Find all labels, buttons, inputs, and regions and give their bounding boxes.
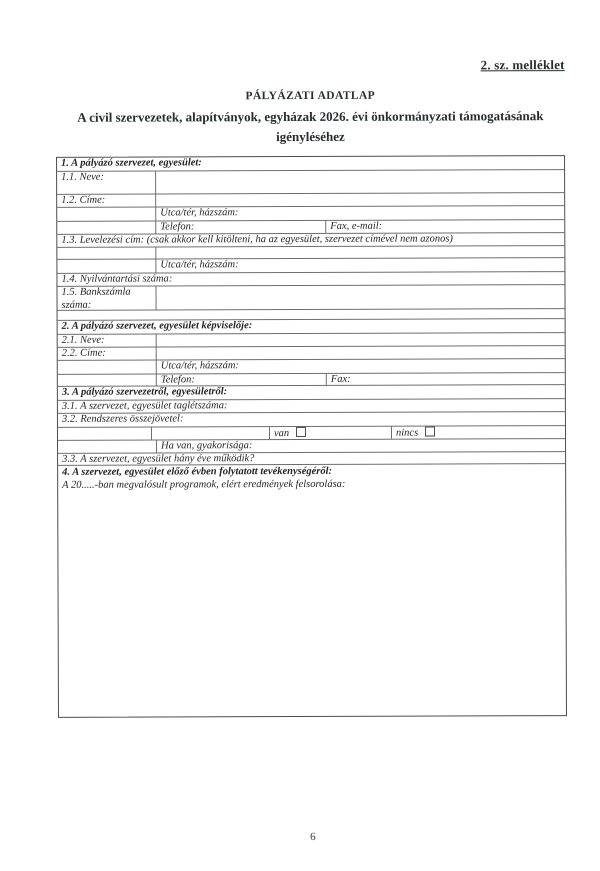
mailing-blank-input-cell[interactable] bbox=[155, 246, 564, 258]
org-name-label: 1.1. Neve: bbox=[61, 171, 104, 183]
form-subtitle bbox=[29, 106, 592, 148]
rep-fax-label[interactable]: Fax: bbox=[326, 373, 565, 385]
form-subtitle-line1: A civil szervezetek, alapítványok, egyházak 2026. évi önkormányzati támogatásának bbox=[77, 108, 544, 125]
mailing-street-label[interactable]: Utca/tér, házszám: bbox=[155, 258, 564, 272]
section4-row bbox=[58, 463, 566, 719]
rep-address-input-cell[interactable] bbox=[156, 346, 565, 359]
row-rep-name bbox=[58, 332, 565, 347]
spacer-cell bbox=[58, 309, 565, 320]
rep-phone-label[interactable]: Telefon: bbox=[156, 374, 326, 386]
section3-header: 3. A pályázó szervezetről, egyesületről: bbox=[61, 386, 228, 398]
mailing-blank-left-cell bbox=[57, 248, 155, 259]
row-meeting-frequency bbox=[58, 438, 565, 453]
rep-name-label: 2.1. Neve: bbox=[61, 334, 105, 346]
row-rep-phone-fax bbox=[58, 372, 565, 386]
row-years-operating bbox=[58, 451, 565, 465]
meetings-option-yes-cell[interactable] bbox=[269, 427, 391, 439]
years-operating-label[interactable]: 3.3. A szervezet, egyesület hány éve működik? bbox=[62, 453, 255, 465]
meetings-blank-cell-1 bbox=[58, 428, 151, 440]
form-title: PÁLYÁZATI ADATLAP bbox=[245, 89, 376, 103]
row-registration-number bbox=[57, 271, 564, 286]
section3-header-row bbox=[58, 384, 565, 400]
row-bank-account bbox=[57, 284, 564, 310]
mailing-street-empty-cell bbox=[57, 260, 155, 273]
section1-header-row bbox=[57, 156, 564, 171]
rep-street-empty-cell bbox=[58, 361, 156, 374]
row-rep-address bbox=[58, 345, 565, 360]
section2-header-row bbox=[58, 318, 565, 334]
row-org-phone-fax bbox=[57, 219, 564, 234]
frequency-label[interactable]: Ha van, gyakorisága: bbox=[156, 439, 565, 452]
checkbox-van-icon[interactable] bbox=[296, 427, 306, 437]
row-spacer bbox=[58, 308, 565, 320]
section2-header: 2. A pályázó szervezet, egyesület képviselője: bbox=[61, 320, 253, 332]
row-rep-street bbox=[58, 358, 565, 374]
org-address-label: 1.2. Címe: bbox=[61, 194, 106, 206]
row-org-name bbox=[57, 169, 564, 194]
row-org-address bbox=[57, 192, 564, 207]
attachment-label: 2. sz. melléklet bbox=[480, 57, 565, 73]
bank-account-input-cell[interactable] bbox=[155, 285, 564, 309]
row-mailing-blank bbox=[57, 245, 564, 259]
meetings-option-no-cell[interactable] bbox=[391, 426, 565, 439]
org-phone-empty-cell bbox=[57, 222, 155, 234]
org-address-input-cell[interactable] bbox=[155, 193, 564, 206]
rep-street-label[interactable]: Utca/tér, házszám: bbox=[156, 359, 565, 373]
application-form-table bbox=[56, 155, 567, 718]
membership-label[interactable]: 3.1. A szervezet, egyesület taglétszáma: bbox=[61, 400, 228, 412]
org-name-input-cell[interactable] bbox=[155, 170, 564, 193]
org-street-label[interactable]: Utca/tér, házszám: bbox=[155, 206, 564, 220]
bank-account-label: 1.5. Bankszámla száma: bbox=[61, 286, 131, 310]
row-org-street bbox=[57, 205, 564, 221]
org-fax-email-label[interactable]: Fax, e-mail: bbox=[325, 220, 564, 233]
section4-header: 4. A szervezet, egyesület előző évben folytatott tevékenységéről: bbox=[62, 465, 333, 478]
row-membership bbox=[58, 398, 565, 413]
row-mailing-street bbox=[57, 257, 564, 273]
row-meetings bbox=[58, 411, 565, 427]
meetings-option-yes-label: van bbox=[273, 428, 290, 440]
frequency-empty-cell bbox=[58, 441, 156, 453]
org-phone-label[interactable]: Telefon: bbox=[155, 221, 325, 234]
rep-phone-empty-cell bbox=[58, 375, 156, 386]
mailing-address-label: 1.3. Levelezési cím: (csak akkor kell kitölteni, ha az egyesület, szervezet címével nem azonos) bbox=[61, 233, 453, 246]
meetings-label: 3.2. Rendszeres összejövetel: bbox=[61, 413, 184, 425]
registration-number-label[interactable]: 1.4. Nyilvántartási száma: bbox=[61, 273, 173, 285]
row-meetings-options bbox=[58, 425, 565, 440]
meetings-option-no-label: nincs bbox=[395, 427, 419, 439]
section4-programs-label: A 20.....-ban megvalósult programok, elért eredmények felsorolása: bbox=[62, 478, 346, 491]
section4-cell[interactable] bbox=[58, 464, 566, 719]
rep-name-input-cell[interactable] bbox=[156, 333, 565, 346]
section1-header: 1. A pályázó szervezet, egyesület: bbox=[61, 157, 202, 169]
form-subtitle-line2: igényléséhez bbox=[276, 128, 345, 145]
org-street-empty-cell bbox=[57, 208, 155, 221]
rep-address-label: 2.2. Címe: bbox=[61, 347, 106, 359]
row-mailing-address bbox=[57, 232, 564, 247]
checkbox-nincs-icon[interactable] bbox=[425, 427, 435, 437]
page-number: 6 bbox=[310, 830, 316, 843]
meetings-blank-cell-2 bbox=[151, 427, 269, 439]
